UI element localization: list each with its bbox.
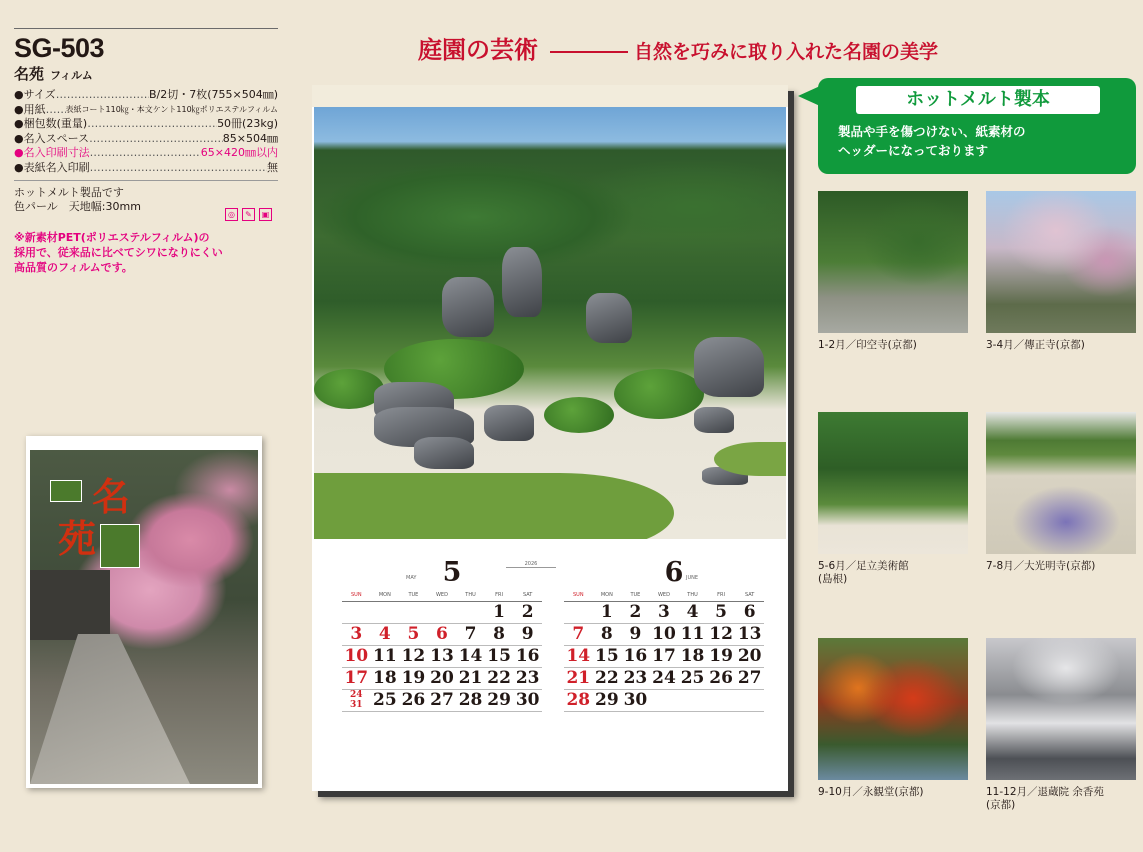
day-cell: 28 (564, 689, 593, 711)
stone-path (30, 634, 190, 784)
weekday-header: THU (456, 589, 485, 601)
weekday-header: TUE (621, 589, 650, 601)
day-cell: 5 (399, 623, 428, 645)
note-hot-melt: ホットメルト製品です (14, 186, 124, 199)
day-cell: 18 (678, 645, 707, 667)
thumb-mar-apr (986, 191, 1136, 333)
day-cell: 23 (621, 667, 650, 689)
day-cell: 3 (650, 601, 679, 623)
day-cell: 30 (621, 689, 650, 711)
week-row (564, 689, 764, 711)
weekday-header: FRI (707, 589, 736, 601)
weekday-header: WED (650, 589, 679, 601)
day-cell: 3 (342, 623, 371, 645)
eco-icon: ◎ (225, 208, 238, 221)
day-cell: 29 (593, 689, 622, 711)
day-cell: 6 (735, 601, 764, 623)
spec-name-space: ●名入スペース ………………………………………………………………………… 85×504㎜ (14, 132, 278, 147)
day-cell: 2 (513, 601, 542, 623)
day-cell (707, 689, 736, 711)
calendar-sheet (312, 85, 788, 791)
year-label: 2026 (506, 561, 556, 568)
product-name (14, 65, 278, 85)
callout-desc: 製品や手を傷つけない、紙素材の ヘッダーになっております (838, 124, 1026, 158)
page-title (418, 30, 938, 65)
month-number: 6 (664, 557, 684, 588)
day-cell: 2 (621, 601, 650, 623)
rock (502, 247, 542, 317)
day-cell: 29 (485, 689, 514, 711)
day-cell: 4 (678, 601, 707, 623)
product-code: SG-503 (14, 33, 105, 63)
day-cell (564, 601, 593, 623)
shrub (544, 397, 614, 433)
day-cell: 14 (564, 645, 593, 667)
weekday-header: SUN (342, 589, 371, 601)
week-row (564, 667, 764, 689)
day-cell: 9 (621, 623, 650, 645)
week-row (342, 623, 542, 645)
day-cell: 28 (456, 689, 485, 711)
month-number: 5 (442, 557, 462, 588)
product-name-sub: フィルム (50, 69, 93, 82)
day-cell: 21 (564, 667, 593, 689)
day-cell (399, 601, 428, 623)
day-cell: 27 (735, 667, 764, 689)
day-cell: 16 (513, 645, 542, 667)
spec-packing: ●梱包数(重量) ………………………………………………………………………… 50冊(23kg) (14, 117, 278, 132)
logo-tag (50, 480, 82, 502)
day-cell: 19 (399, 667, 428, 689)
spec-list (14, 88, 278, 175)
weekday-header: SAT (735, 589, 764, 601)
month-grid (564, 589, 764, 712)
weekday-header: FRI (485, 589, 514, 601)
day-cell: 24 31 (342, 689, 371, 711)
month-grid (342, 589, 542, 712)
cover-logo (48, 466, 136, 561)
day-cell: 21 (456, 667, 485, 689)
thumb-may-jun (818, 412, 968, 554)
thumb-caption: 3-4月／傳正寺(京都) (986, 339, 1085, 351)
day-cell: 13 (428, 645, 457, 667)
rock (694, 407, 734, 433)
day-cell: 10 (342, 645, 371, 667)
thumb-nov-dec (986, 638, 1136, 780)
feature-icons (225, 208, 272, 221)
day-cell: 4 (371, 623, 400, 645)
day-cell: 17 (650, 645, 679, 667)
day-cell: 12 (399, 645, 428, 667)
week-row (564, 645, 764, 667)
spec-print-size: ●名入印刷寸法 ………………………………………………………………………… 65×420㎜以内 (14, 146, 278, 161)
day-cell: 23 (513, 667, 542, 689)
day-cell: 15 (593, 645, 622, 667)
rock (586, 293, 632, 343)
day-cell (371, 601, 400, 623)
day-cell: 10 (650, 623, 679, 645)
rock (694, 337, 764, 397)
logo-char-2: 苑 (58, 516, 97, 561)
film-icon: ✎ (242, 208, 255, 221)
day-cell: 1 (593, 601, 622, 623)
weekday-header: SUN (564, 589, 593, 601)
divider (14, 180, 278, 181)
shrub (614, 369, 704, 419)
hot-melt-callout (818, 78, 1136, 174)
day-cell: 8 (593, 623, 622, 645)
forest (314, 147, 786, 277)
thumb-caption: 9-10月／永観堂(京都) (818, 786, 924, 798)
divider (14, 28, 278, 29)
lawn (314, 473, 674, 539)
day-cell: 15 (485, 645, 514, 667)
day-cell: 7 (564, 623, 593, 645)
title-sub: 自然を巧みに取り入れた名園の美学 (634, 41, 939, 63)
day-cell: 25 (371, 689, 400, 711)
day-cell (456, 601, 485, 623)
weekday-header: SAT (513, 589, 542, 601)
month-name: MAY (406, 575, 417, 581)
day-cell: 6 (428, 623, 457, 645)
weekday-header: TUE (399, 589, 428, 601)
day-cell: 19 (707, 645, 736, 667)
weekday-header: MON (371, 589, 400, 601)
week-row (342, 645, 542, 667)
day-cell: 12 (707, 623, 736, 645)
product-name-main: 名苑 (14, 65, 45, 83)
thumb-sep-oct (818, 638, 968, 780)
day-cell: 26 (399, 689, 428, 711)
thumb-caption: 7-8月／大光明寺(京都) (986, 560, 1096, 572)
temple-roof (30, 570, 110, 640)
day-cell: 27 (428, 689, 457, 711)
weekday-header: WED (428, 589, 457, 601)
note-pet-film: ※新素材PET(ポリエステルフィルム)の 採用で、従来品に比べてシワになりにくい 高品質のフィルムです。 (14, 231, 223, 274)
rock (442, 277, 494, 337)
day-cell (678, 689, 707, 711)
title-dash (550, 51, 628, 53)
month-header (342, 557, 562, 589)
logo-char-1: 名 (92, 474, 131, 519)
rock (484, 405, 534, 441)
thumb-jan-feb (818, 191, 968, 333)
day-cell: 26 (707, 667, 736, 689)
month-june (564, 557, 784, 712)
day-cell: 13 (735, 623, 764, 645)
spec-paper: ●用紙 ………………………………………………………………………… 表紙コート110㎏・本文ケント110㎏ポリエステルフィルム (14, 103, 278, 118)
thumb-caption: 1-2月／印空寺(京都) (818, 339, 917, 351)
spec-size: ●サイズ ………………………………………………………………………… B/2切・7枚(755×504㎜) (14, 88, 278, 103)
day-cell: 17 (342, 667, 371, 689)
caption-strip (318, 543, 782, 553)
weekday-header: THU (678, 589, 707, 601)
day-cell: 14 (456, 645, 485, 667)
spec-panel (14, 28, 278, 275)
hot-melt-icon: ▣ (259, 208, 272, 221)
cover-image (26, 436, 262, 788)
day-cell (428, 601, 457, 623)
day-cell: 22 (485, 667, 514, 689)
spec-cover-print: ●表紙名入印刷 ………………………………………………………………………… 無 (14, 161, 278, 176)
week-row (342, 689, 542, 711)
month-header (564, 557, 784, 589)
weekday-header: MON (593, 589, 622, 601)
day-cell: 22 (593, 667, 622, 689)
title-main: 庭園の芸術 (418, 35, 538, 64)
day-cell: 8 (485, 623, 514, 645)
thumb-caption: 11-12月／退蔵院 余香苑 (京都) (986, 786, 1104, 811)
hot-melt-header (312, 85, 788, 107)
day-cell: 1 (485, 601, 514, 623)
note-color: 色パール 天地幅:30mm (14, 200, 141, 213)
day-cell: 16 (621, 645, 650, 667)
day-cell: 30 (513, 689, 542, 711)
thumb-caption: 5-6月／足立美術館 (島根) (818, 560, 909, 585)
day-cell: 20 (735, 645, 764, 667)
day-cell: 5 (707, 601, 736, 623)
day-cell: 18 (371, 667, 400, 689)
callout-title: ホットメルト製本 (856, 86, 1100, 114)
month-name: JUNE (686, 575, 699, 581)
month-may (342, 557, 562, 712)
day-cell: 24 (650, 667, 679, 689)
day-cell: 9 (513, 623, 542, 645)
day-cell (735, 689, 764, 711)
garden-photo (314, 107, 786, 539)
week-row (342, 601, 542, 623)
week-row (564, 623, 764, 645)
week-row (564, 601, 764, 623)
day-cell (342, 601, 371, 623)
day-cell: 20 (428, 667, 457, 689)
thumb-jul-aug (986, 412, 1136, 554)
day-cell: 25 (678, 667, 707, 689)
cover-photo (30, 450, 258, 784)
week-row (342, 667, 542, 689)
day-cell (650, 689, 679, 711)
logo-tag (100, 524, 140, 568)
rock (414, 437, 474, 469)
day-cell: 11 (371, 645, 400, 667)
day-cell: 11 (678, 623, 707, 645)
day-cell: 7 (456, 623, 485, 645)
